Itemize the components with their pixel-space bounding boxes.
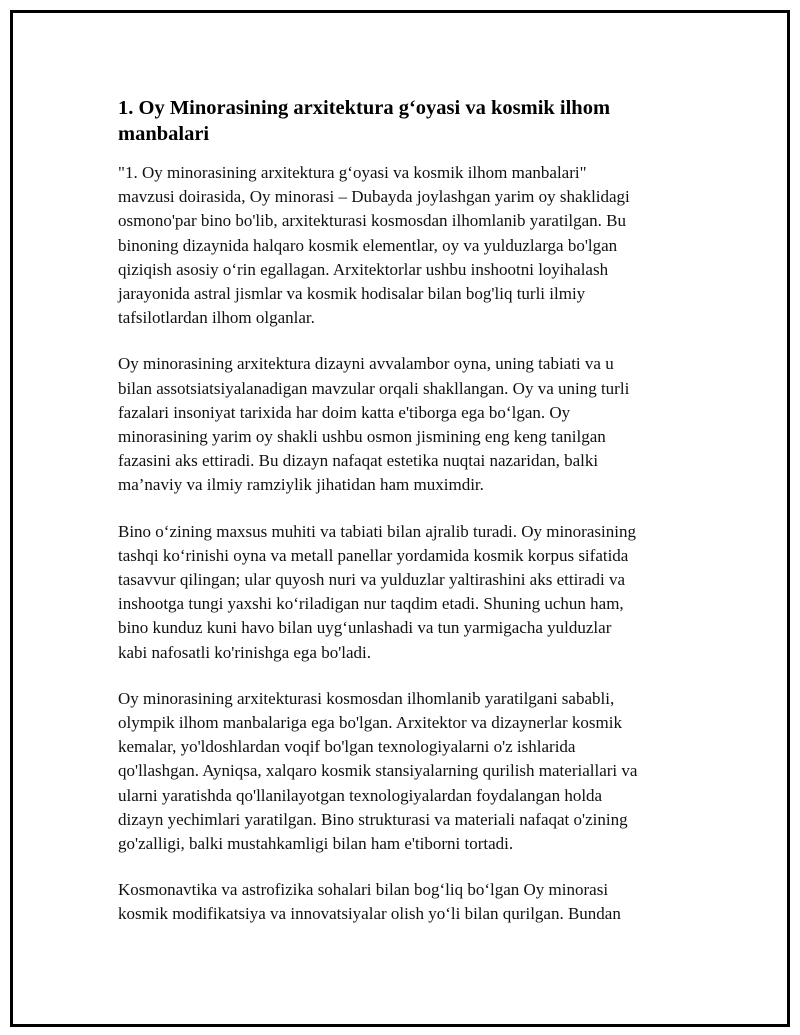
paragraph-3 <box>118 520 688 665</box>
heading-line: 1. Oy Minorasining arxitektura g‘oyasi va kosmik ilhom <box>118 97 611 119</box>
paragraph-line: qo'llashgan. Ayniqsa, xalqaro kosmik stansiyalarning qurilish materiallari va <box>118 761 638 781</box>
paragraph-line: olympik ilhom manbalariga ega bo'lgan. Arxitektor va dizaynerlar kosmik <box>118 713 622 733</box>
paragraph-1 <box>118 161 688 330</box>
paragraph-line: dizayn yechimlari yaratilgan. Bino strukturasi va materiali nafaqat o'zining <box>118 809 628 829</box>
paragraph-line: kemalar, yo'ldoshlardan voqif bo'lgan texnologiyalarni o'z ishlarida <box>118 737 576 757</box>
paragraph-line: bino kunduz kuni havo bilan uyg‘unlashadi va tun yarmigacha yulduzlar <box>118 618 612 638</box>
paragraph-line: minorasining yarim oy shakli ushbu osmon jismining eng keng tanilgan <box>118 427 606 447</box>
paragraph-4 <box>118 687 688 856</box>
paragraph-line: fazalari insoniyat tarixida har doim katta e'tiborga ega bo‘lgan. Oy <box>118 402 571 422</box>
paragraph-line: tafsilotlardan ilhom olganlar. <box>118 308 315 328</box>
paragraph-line: kosmik modifikatsiya va innovatsiyalar olish yo‘li bilan qurilgan. Bundan <box>118 904 621 924</box>
paragraph-line: ma’naviy va ilmiy ramziylik jihatidan ham muximdir. <box>118 475 484 495</box>
paragraph-line: fazasini aks ettiradi. Bu dizayn nafaqat estetika nuqtai nazaridan, balki <box>118 451 599 471</box>
paragraph-line: Bino o‘zining maxsus muhiti va tabiati bilan ajralib turadi. Oy minorasining <box>118 521 636 541</box>
paragraph-line: Oy minorasining arxitekturasi kosmosdan ilhomlanib yaratilgani sababli, <box>118 688 615 708</box>
paragraph-line: ularni yaratishda qo'llanilayotgan texnologiyalardan foydalangan holda <box>118 785 603 805</box>
paragraph-line: Kosmonavtika va astrofizika sohalari bilan bog‘liq bo‘lgan Oy minorasi <box>118 880 609 900</box>
paragraph-line: "1. Oy minorasining arxitektura g‘oyasi va kosmik ilhom manbalari" <box>118 163 587 182</box>
paragraph-line: inshootga tungi yaxshi ko‘riladigan nur taqdim etadi. Shuning uchun ham, <box>118 594 624 614</box>
paragraph-5 <box>118 878 688 926</box>
document-content <box>118 95 688 949</box>
paragraph-line: bilan assotsiatsiyalanadigan mavzular orqali shakllangan. Oy va uning turli <box>118 378 630 398</box>
paragraph-2 <box>118 352 688 497</box>
paragraph-line: go'zalligi, balki mustahkamligi bilan ham e'tiborni tortadi. <box>118 834 514 854</box>
section-heading <box>118 95 688 147</box>
paragraph-line: Oy minorasining arxitektura dizayni avvalambor oyna, uning tabiati va u <box>118 354 614 374</box>
paragraph-line: qiziqish asosiy o‘rin egallagan. Arxitektorlar ushbu inshootni loyihalash <box>118 259 609 279</box>
paragraph-line: tashqi ko‘rinishi oyna va metall panellar yordamida kosmik korpus sifatida <box>118 545 629 565</box>
paragraph-line: kabi nafosatli ko'rinishga ega bo'ladi. <box>118 642 372 662</box>
paragraph-line: tasavvur qilingan; ular quyosh nuri va yulduzlar yaltirashini aks ettiradi va <box>118 570 626 590</box>
heading-line: manbalari <box>118 123 210 145</box>
document-page <box>10 10 790 1027</box>
paragraph-line: osmono'par bino bo'lib, arxitekturasi kosmosdan ilhomlanib yaratilgan. Bu <box>118 211 627 231</box>
paragraph-line: binoning dizaynida halqaro kosmik elementlar, oy va yulduzlarga bo'lgan <box>118 235 618 255</box>
paragraph-line: mavzusi doirasida, Oy minorasi – Dubayda joylashgan yarim oy shaklidagi <box>118 187 630 207</box>
paragraph-line: jarayonida astral jismlar va kosmik hodisalar bilan bog'liq turli ilmiy <box>118 284 586 304</box>
